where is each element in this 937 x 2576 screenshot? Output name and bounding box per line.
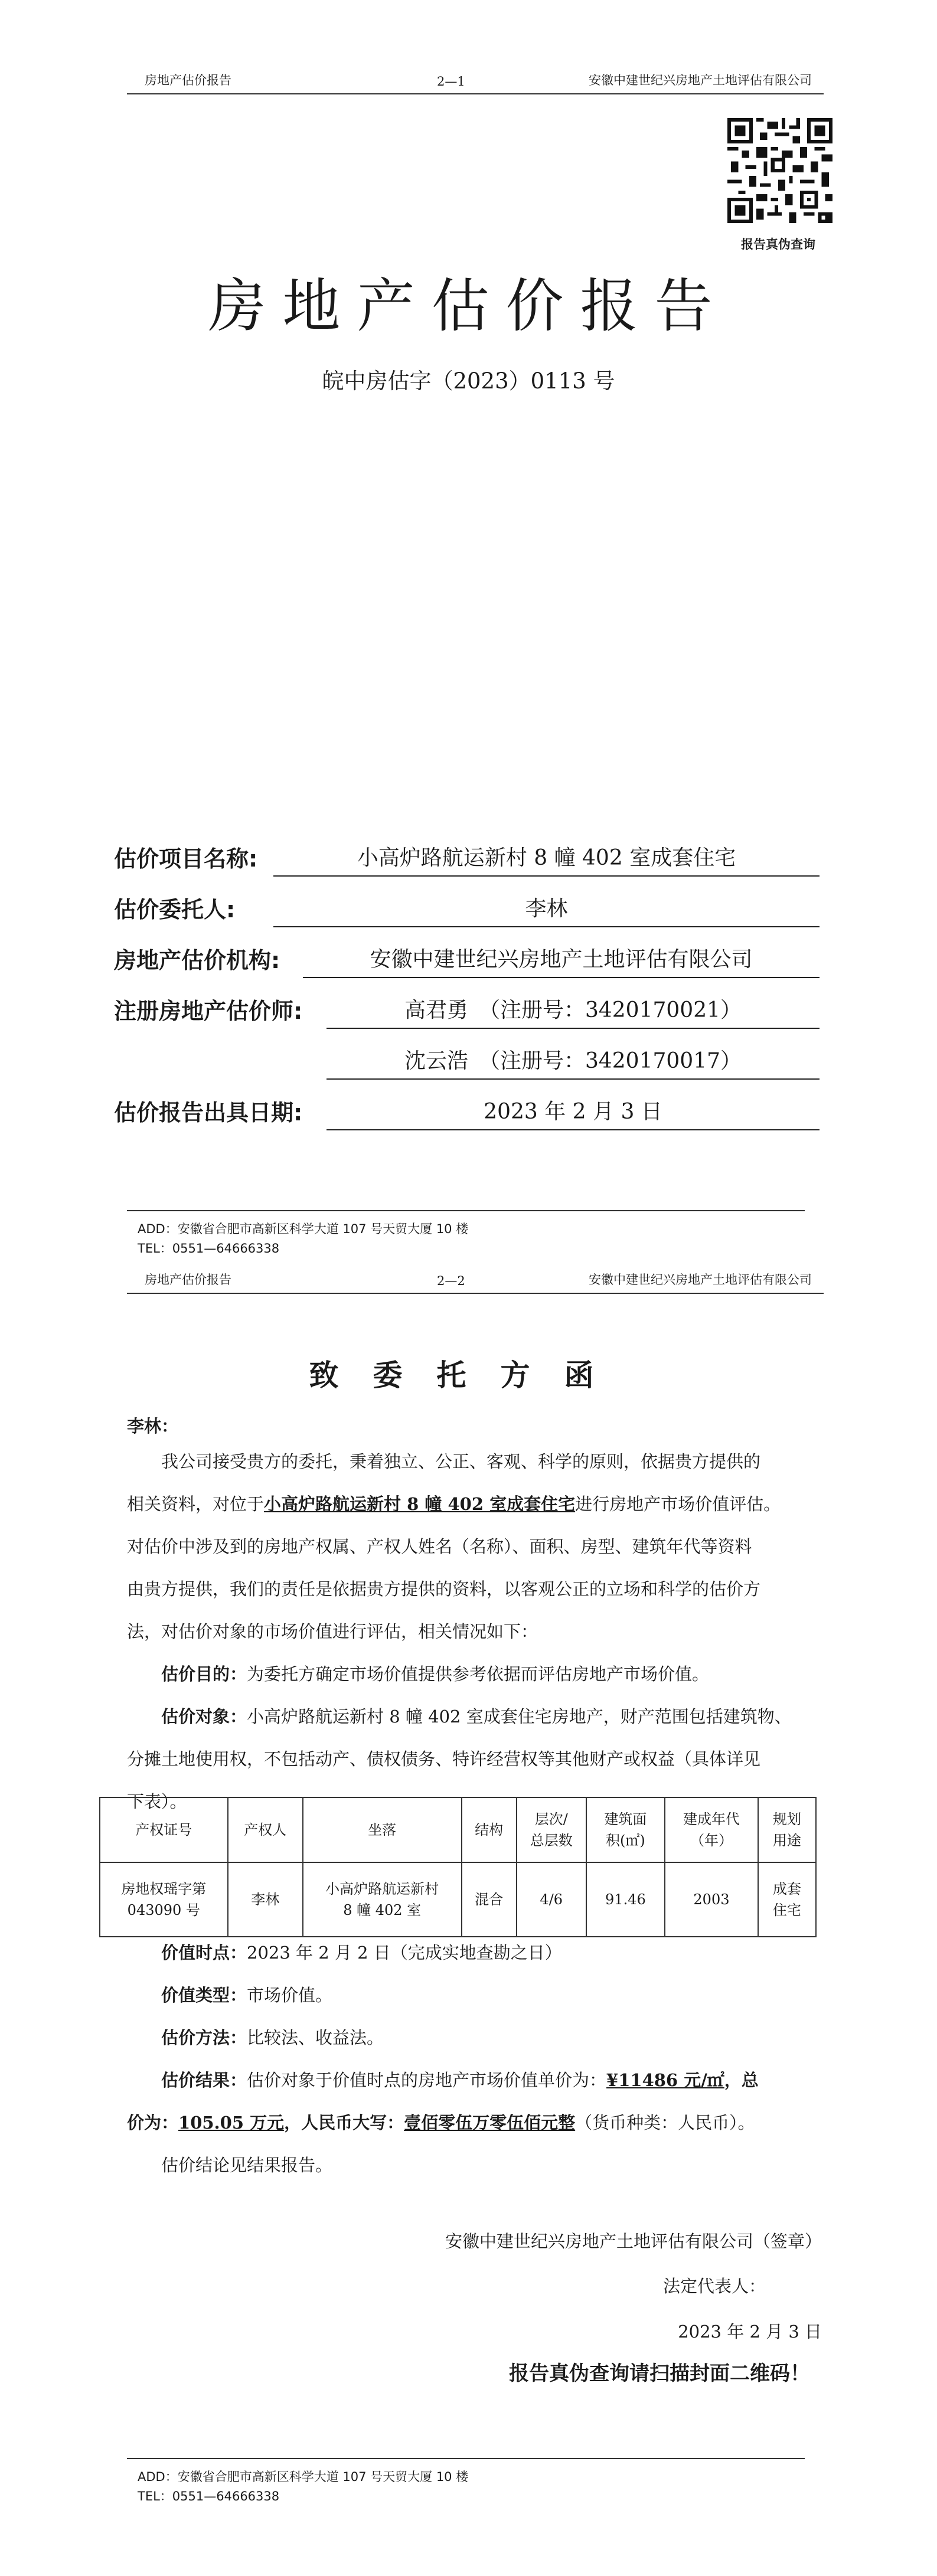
total-value-chinese: 壹佰零伍万零伍佰元整: [404, 2113, 576, 2133]
field-appraiser-label: 注册房地产估价师:: [114, 998, 303, 1024]
table-cell: 小高炉路航运新村 8 幢 402 室: [303, 1862, 462, 1937]
table-cell: 91.46: [586, 1862, 665, 1937]
page-footer: [127, 1210, 805, 1258]
authenticity-notice: 报告真伪查询请扫描封面二维码！: [509, 2362, 810, 2385]
result-line: 价为：105.05 万元，人民币大写：壹佰零伍万零伍佰元整（货币种类：人民币）。: [127, 2113, 755, 2133]
unit-price: ¥11486 元/㎡: [606, 2070, 724, 2090]
company-signature: 安徽中建世纪兴房地产土地评估有限公司（签章）: [445, 2231, 822, 2251]
page-footer: [127, 2458, 805, 2506]
table-header: 结构: [462, 1797, 517, 1862]
total-value: 105.05 万元: [178, 2113, 285, 2133]
header-left: 房地产估价报告: [145, 1273, 231, 1287]
table-cell: 混合: [462, 1862, 517, 1937]
field-client-value: 李林: [273, 894, 820, 927]
header-page-number: 2—1: [437, 74, 465, 89]
table-header: 产权人: [228, 1797, 303, 1862]
footer-tel: TEL：0551—64666338: [138, 1241, 280, 1256]
subject-property: 小高炉路航运新村 8 幢 402 室成套住宅: [264, 1494, 576, 1514]
salutation: 李林：: [127, 1416, 179, 1436]
purpose-line: 估价目的：为委托方确定市场价值提供参考依据而评估房地产市场价值。: [161, 1664, 710, 1684]
paragraph-line: 我公司接受贵方的委托，秉着独立、公正、客观、科学的原则，依据贵方提供的: [161, 1452, 761, 1472]
field-agency-label: 房地产估价机构:: [114, 947, 280, 973]
value-time-line: 价值时点：2023 年 2 月 2 日（完成实地查勘之日）: [161, 1943, 562, 1963]
qr-code[interactable]: [727, 118, 832, 223]
table-header: 规划 用途: [758, 1797, 816, 1862]
method-line: 估价方法：比较法、收益法。: [161, 2028, 384, 2048]
page-header: [127, 70, 824, 94]
header-company: 安徽中建世纪兴房地产土地评估有限公司: [589, 73, 812, 87]
letter-body: [127, 1440, 824, 1823]
letter-title: 致委托方函: [309, 1358, 628, 1392]
table-header: 层次/ 总层数: [517, 1797, 586, 1862]
table-header-row: [100, 1797, 816, 1862]
field-date: [114, 1095, 822, 1130]
paragraph-line: 由贵方提供，我们的责任是依据贵方提供的资料，以客观公正的立场和科学的估价方: [127, 1579, 761, 1599]
field-client-label: 估价委托人:: [114, 897, 236, 923]
footer-tel: TEL：0551—64666338: [138, 2489, 280, 2503]
table-cell: 4/6: [517, 1862, 586, 1937]
cover-page: [0, 0, 937, 1269]
table-row: [100, 1862, 816, 1937]
paragraph-line: 相关资料，对位于小高炉路航运新村 8 幢 402 室成套住宅进行房地产市场价值评估。: [127, 1494, 781, 1514]
table-header: 产权证号: [100, 1797, 228, 1862]
table-cell: 李林: [228, 1862, 303, 1937]
field-agency-value: 安徽中建世纪兴房地产土地评估有限公司: [303, 945, 820, 978]
table-header: 建成年代 （年）: [665, 1797, 758, 1862]
report-number: 皖中房估字（2023）0113 号: [322, 368, 615, 394]
field-appraiser: [114, 993, 822, 1029]
field-appraiser-2: 沈云浩 （注册号：3420170017）: [327, 1047, 820, 1080]
object-line: 估价对象：小高炉路航运新村 8 幢 402 室成套住宅房地产，财产范围包括建筑物、: [161, 1707, 792, 1727]
value-type-line: 价值类型：市场价值。: [161, 1985, 333, 2005]
paragraph-line: 法，对估价对象的市场价值进行评估，相关情况如下：: [127, 1622, 538, 1642]
table-header: 建筑面 积(㎡): [586, 1797, 665, 1862]
field-appraiser-1: 高君勇 （注册号：3420170021）: [327, 996, 820, 1029]
field-project-value: 小高炉路航运新村 8 幢 402 室成套住宅: [273, 844, 820, 877]
table-header: 坐落: [303, 1797, 462, 1862]
table-cell: 房地权瑶字第 043090 号: [100, 1862, 228, 1937]
field-date-label: 估价报告出具日期:: [114, 1100, 303, 1126]
legal-representative: 法定代表人：: [662, 2276, 766, 2296]
table-cell: 2003: [665, 1862, 758, 1937]
field-agency: [114, 943, 822, 978]
field-project: [114, 841, 822, 877]
qr-caption: 报告真伪查询: [741, 237, 815, 251]
page-header: [127, 1269, 824, 1294]
object-line: 分摊土地使用权，不包括动产、债权债务、特许经营权等其他财产或权益（具体详见: [127, 1749, 761, 1769]
field-date-value: 2023 年 2 月 3 日: [327, 1097, 820, 1130]
footer-address: ADD：安徽省合肥市高新区科学大道 107 号天贸大厦 10 楼: [138, 1222, 469, 1236]
field-appraiser-2-row: [114, 1044, 822, 1080]
cover-title: 房地产估价报告: [208, 273, 729, 340]
property-table: [99, 1797, 817, 1937]
conclusion-line: 估价结论见结果报告。: [161, 2155, 333, 2175]
object-line: 下表）。: [127, 1792, 187, 1812]
header-page-number: 2—2: [437, 1274, 465, 1288]
footer-address: ADD：安徽省合肥市高新区科学大道 107 号天贸大厦 10 楼: [138, 2470, 469, 2484]
paragraph-line: 对估价中涉及到的房地产权属、产权人姓名（名称）、面积、房型、建筑年代等资料: [127, 1537, 752, 1557]
field-client: [114, 892, 822, 927]
field-project-label: 估价项目名称:: [114, 846, 258, 872]
header-left: 房地产估价报告: [145, 73, 231, 87]
valuation-details: [127, 1931, 824, 2186]
letter-page: [0, 1269, 937, 2576]
signature-date: 2023 年 2 月 3 日: [678, 2322, 822, 2342]
header-company: 安徽中建世纪兴房地产土地评估有限公司: [589, 1273, 812, 1287]
result-line: 估价结果：估价对象于价值时点的房地产市场价值单价为：¥11486 元/㎡，总: [161, 2070, 759, 2090]
table-cell: 成套 住宅: [758, 1862, 816, 1937]
